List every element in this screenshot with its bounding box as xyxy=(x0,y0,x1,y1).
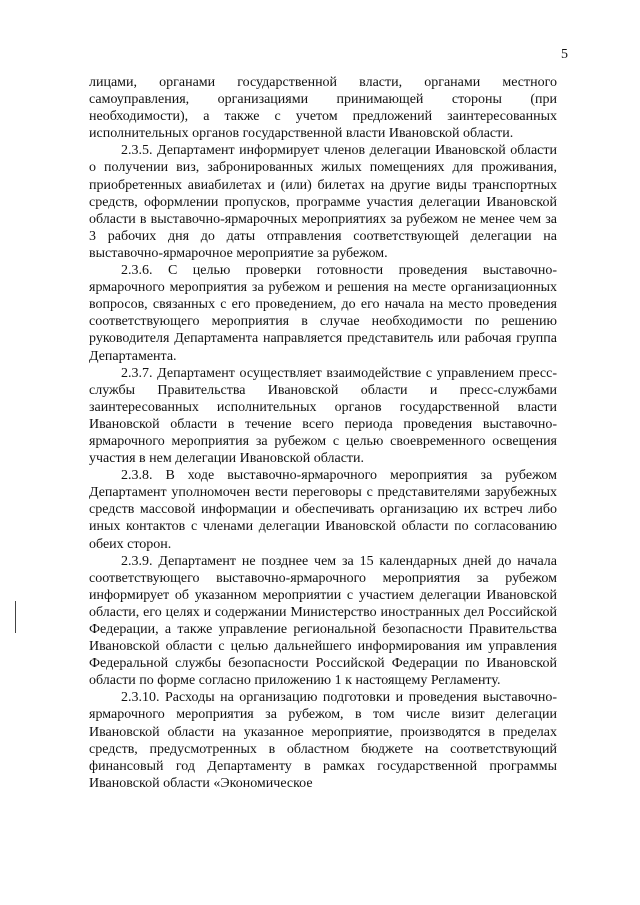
paragraph-2-3-6: 2.3.6. С целью проверки готовности проведения выставочно-ярмарочного мероприятия за рубежом и решения на месте организационных вопросов, связанных с его проведением, до его начала на место проведения соответствующего мероприятия в случае необходимости по решению руководителя Департамента направляется представитель или рабочая группа Департамента. xyxy=(89,263,557,364)
document-body xyxy=(89,74,557,792)
paragraph-2-3-9: 2.3.9. Департамент не позднее чем за 15 календарных дней до начала соответствующего выставочно-ярмарочного мероприятия за рубежом информирует об указанном мероприятии с участием делегации Ивановской области, его целях и содержании Министерство иностранных дел Российской Федерации, а также управление региональной безопасности Правительства Ивановской области с целью дальнейшего информирования им управления Федеральной службы безопасности Российской Федерации по Ивановской области по форме согласно приложению 1 к настоящему Регламенту. xyxy=(89,553,557,689)
paragraph-continuation: лицами, органами государственной власти, органами местного самоуправления, организациями принимающей стороны (при необходимости), а также с учетом предложений заинтересованных исполнительных органов государственной власти Ивановской области. xyxy=(89,75,557,142)
paragraph-2-3-8: 2.3.8. В ходе выставочно-ярмарочного мероприятия за рубежом Департамент уполномочен вести переговоры с представителями зарубежных средств массовой информации и обеспечивать организацию их встреч либо иных контактов с членами делегации Ивановской области по согласованию обеих сторон. xyxy=(89,468,557,552)
paragraph-2-3-5: 2.3.5. Департамент информирует членов делегации Ивановской области о получении виз, забронированных жилых помещениях для проживания, приобретенных авиабилетах и (или) билетах на другие виды транспортных средств, оформлении пропусков, программе участия делегации Ивановской области в выставочно-ярмарочных мероприятиях за рубежом не менее чем за 3 рабочих дня до даты отправления соответствующей делегации на выставочно-ярмарочное мероприятие за рубежом. xyxy=(89,143,557,261)
paragraph-2-3-7: 2.3.7. Департамент осуществляет взаимодействие с управлением пресс-службы Правительства Ивановской области и пресс-службами заинтересованных исполнительных органов государственной власти Ивановской области в течение всего периода проведения выставочно-ярмарочного мероприятия за рубежом с целью своевременного освещения участия в нем делегации Ивановской области. xyxy=(89,365,557,467)
page-number: 5 xyxy=(561,47,568,62)
margin-mark xyxy=(15,601,16,633)
paragraph-2-3-10: 2.3.10. Расходы на организацию подготовки и проведения выставочно-ярмарочного мероприятия за рубежом, в том числе визит делегации Ивановской области на указанное мероприятие, производятся в пределах средств, предусмотренных в областном бюджете на соответствующий финансовый год Департаменту в рамках государственной программы Ивановской области «Экономическое xyxy=(89,690,557,791)
